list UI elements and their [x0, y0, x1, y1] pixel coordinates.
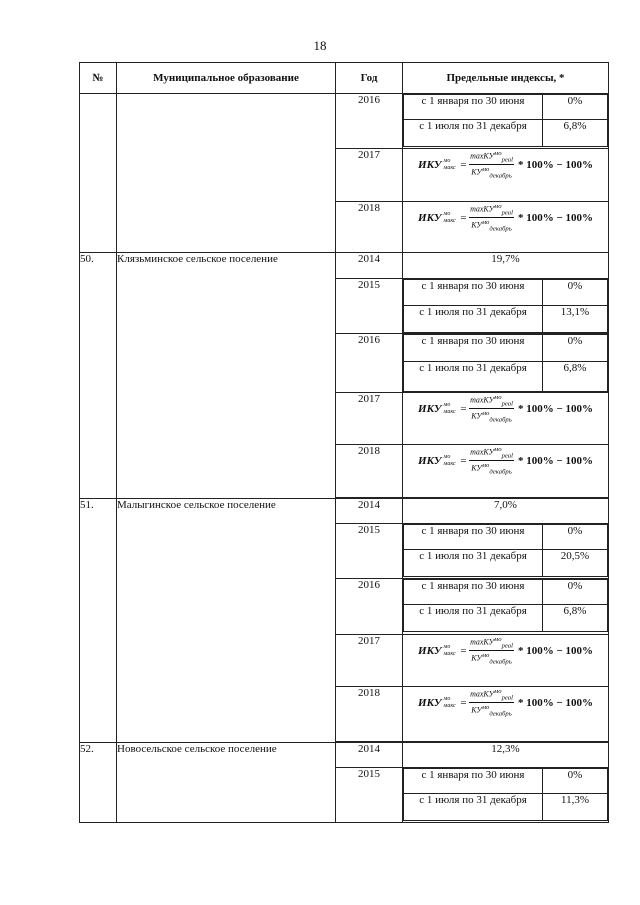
cell-year: 2014 — [336, 499, 403, 524]
value-h2: 13,1% — [543, 306, 608, 333]
cell-year: 2018 — [336, 687, 403, 742]
formula — [403, 635, 608, 667]
table-row — [80, 743, 609, 768]
formula-sub: мо макс — [443, 157, 456, 171]
period-h1: с 1 января по 30 июня — [404, 580, 543, 605]
table-row — [80, 94, 609, 149]
cell-year: 2015 — [336, 279, 403, 334]
period-h1: с 1 января по 30 июня — [404, 95, 543, 120]
header-name: Муниципальное образование — [117, 63, 336, 94]
formula — [403, 393, 608, 425]
value-h1: 0% — [543, 525, 608, 550]
period-h2: с 1 июля по 31 декабря — [404, 605, 543, 632]
cell-year: 2015 — [336, 524, 403, 579]
formula-cell — [403, 149, 609, 202]
formula-cell — [403, 445, 609, 498]
formula-ikud: ИКУ — [418, 696, 442, 709]
formula-sub: мо макс — [443, 643, 456, 657]
header-no: № — [80, 63, 117, 94]
formula-cell — [403, 687, 609, 742]
formula-cell — [403, 635, 609, 687]
formula-sub: мо макс — [443, 453, 456, 467]
formula-fraction: $\frac{\max КУ^{мо}_{реаl}}{КУ^{мо}_{декабрь}}$ — [470, 150, 513, 180]
period-h1: с 1 января по 30 июня — [404, 525, 543, 550]
value-h1: 0% — [543, 280, 608, 306]
cell-no: 52. — [80, 743, 117, 823]
period-h2: с 1 июля по 31 декабря — [404, 362, 543, 392]
cell-year: 2018 — [336, 202, 403, 253]
cell-name: Клязьминское сельское поселение — [117, 253, 336, 499]
formula-rest: * 100% − 100% — [517, 696, 593, 709]
formula — [403, 202, 608, 234]
table-row — [80, 253, 609, 279]
period-h1: с 1 января по 30 июня — [404, 335, 543, 362]
value-h1: 0% — [543, 769, 608, 794]
period-h1: с 1 января по 30 июня — [404, 280, 543, 306]
cell-index — [403, 768, 609, 823]
value-h2: 6,8% — [543, 120, 608, 147]
period-h2: с 1 июля по 31 декабря — [404, 306, 543, 333]
value-h2: 20,5% — [543, 550, 608, 577]
cell-year: 2015 — [336, 768, 403, 823]
cell-year: 2016 — [336, 334, 403, 393]
cell-index-value: 12,3% — [403, 743, 609, 768]
formula-ikud: ИКУ — [418, 158, 442, 171]
cell-year: 2014 — [336, 743, 403, 768]
formula-fraction: $\frac{\max КУ^{мо}_{реаl}}{КУ^{мо}_{декабрь}}$ — [470, 203, 513, 233]
cell-index-value: 7,0% — [403, 499, 609, 524]
formula-eq: = — [459, 402, 468, 415]
formula-rest: * 100% − 100% — [517, 402, 593, 415]
table-row — [80, 499, 609, 524]
cell-name: Малыгинское сельское поселение — [117, 499, 336, 743]
formula-sub: мо макс — [443, 210, 456, 224]
value-h1: 0% — [543, 335, 608, 362]
formula-ikud: ИКУ — [418, 402, 442, 415]
period-h2: с 1 июля по 31 декабря — [404, 794, 543, 821]
formula-fraction: $\frac{\max КУ^{мо}_{реаl}}{КУ^{мо}_{декабрь}}$ — [470, 446, 513, 476]
cell-year: 2017 — [336, 393, 403, 445]
cell-year: 2018 — [336, 445, 403, 498]
formula-ikud: ИКУ — [418, 644, 442, 657]
cell-year: 2017 — [336, 149, 403, 202]
cell-year: 2014 — [336, 253, 403, 279]
formula-fraction: $\frac{\max КУ^{мо}_{реаl}}{КУ^{мо}_{декабрь}}$ — [470, 688, 513, 718]
cell-index — [403, 279, 609, 334]
period-h1: с 1 января по 30 июня — [404, 769, 543, 794]
formula — [403, 687, 608, 719]
value-h1: 0% — [543, 95, 608, 120]
value-h2: 6,8% — [543, 362, 608, 392]
header-index: Предельные индексы, * — [403, 63, 609, 94]
formula-sub: мо макс — [443, 401, 456, 415]
cell-year: 2017 — [336, 635, 403, 687]
formula-eq: = — [459, 211, 468, 224]
price-index-table — [79, 62, 609, 823]
formula-rest: * 100% − 100% — [517, 158, 593, 171]
formula-ikud: ИКУ — [418, 211, 442, 224]
formula-ikud: ИКУ — [418, 454, 442, 467]
cell-year: 2016 — [336, 94, 403, 149]
header-year: Год — [336, 63, 403, 94]
value-h2: 11,3% — [543, 794, 608, 821]
value-h1: 0% — [543, 580, 608, 605]
cell-index — [403, 334, 609, 393]
cell-year: 2016 — [336, 579, 403, 635]
formula-cell — [403, 393, 609, 445]
formula-cell — [403, 202, 609, 253]
cell-index — [403, 524, 609, 579]
page-number: 18 — [313, 38, 327, 53]
formula-fraction: $\frac{\max КУ^{мо}_{реаl}}{КУ^{мо}_{декабрь}}$ — [470, 394, 513, 424]
cell-no — [80, 94, 117, 253]
cell-name: Новосельское сельское поселение — [117, 743, 336, 823]
value-h2: 6,8% — [543, 605, 608, 632]
cell-index — [403, 579, 609, 635]
formula-eq: = — [459, 644, 468, 657]
cell-name — [117, 94, 336, 253]
formula — [403, 149, 608, 181]
formula-rest: * 100% − 100% — [517, 211, 593, 224]
period-h2: с 1 июля по 31 декабря — [404, 550, 543, 577]
cell-index-value: 19,7% — [403, 253, 609, 279]
formula-rest: * 100% − 100% — [517, 454, 593, 467]
formula-eq: = — [459, 454, 468, 467]
formula-rest: * 100% − 100% — [517, 644, 593, 657]
cell-no: 50. — [80, 253, 117, 499]
formula-sub: мо макс — [443, 695, 456, 709]
formula-eq: = — [459, 696, 468, 709]
formula — [403, 445, 608, 477]
formula-fraction: $\frac{\max КУ^{мо}_{реаl}}{КУ^{мо}_{декабрь}}$ — [470, 636, 513, 666]
table-header-row — [80, 63, 609, 94]
formula-eq: = — [459, 158, 468, 171]
period-h2: с 1 июля по 31 декабря — [404, 120, 543, 147]
cell-index — [403, 94, 609, 149]
cell-no: 51. — [80, 499, 117, 743]
